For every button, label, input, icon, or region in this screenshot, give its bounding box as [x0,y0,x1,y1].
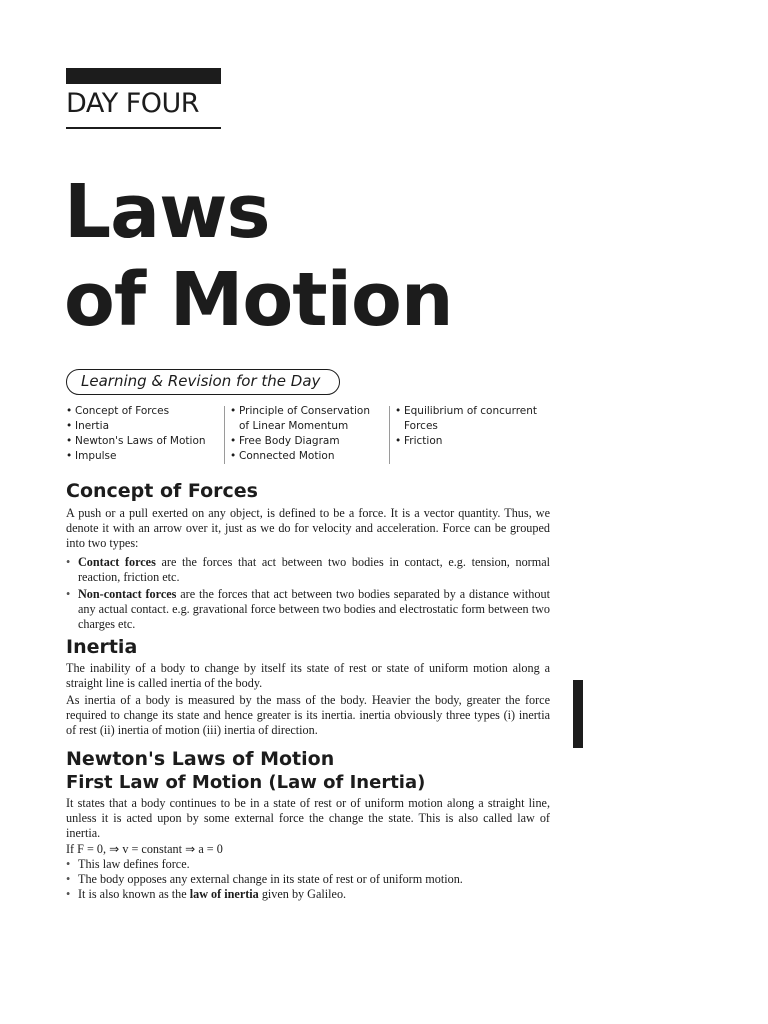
item-text: are the forces that act between two bodies in contact, e.g. tension, normal reaction, friction etc. [78,555,550,584]
paragraph: As inertia of a body is measured by the mass of the body. Heavier the body, greater the force required to change its state and hence greater is its inertia. inertia obviously three types (i) inertia of rest (ii) inertia of motion (iii) inertia of direction. [66,693,550,737]
topics-column-1 [66,404,216,464]
paragraph: The inability of a body to change by itself its state of rest or state of uniform motion along a straight line is called inertia of the body. [66,661,550,690]
bold-term: law of inertia [189,887,259,901]
paragraph: A push or a pull exerted on any object, is defined to be a force. It is a vector quantity. Thus, we denote it with an arrow over it, just as we do for velocity and acceleration. Force can be grouped into two types: [66,506,550,550]
topic-item: • Impulse [66,449,216,464]
topic-item: • Equilibrium of concurrent Forces [395,404,545,434]
list-item [66,555,550,585]
item-text: given by Galileo. [258,887,347,901]
inertia-section [66,636,550,738]
topic-item: • Concept of Forces [66,404,216,419]
list-item: • The body opposes any external change in its state of rest or of uniform motion. [66,872,550,887]
paragraph: It states that a body continues to be in a state of rest or of uniform motion along a straight line, unless it is acted upon by some external force the change the state. This is also called law of inertia. [66,796,550,840]
bullet-list [66,555,550,632]
section-heading: Concept of Forces [66,480,258,502]
topic-item: • Connected Motion [230,449,380,464]
header-bar [66,68,221,84]
section-heading: Newton's Laws of Motion [66,748,335,770]
list-item: • This law defines force. [66,857,550,872]
formula: If F = 0, ⇒ v = constant ⇒ a = 0 [66,842,223,856]
section-heading: Inertia [66,636,138,658]
topic-item: • Inertia [66,419,216,434]
day-underline [66,127,221,129]
bullet-list [66,857,550,902]
bold-term: Contact forces [78,555,156,569]
topics-column-2 [230,404,380,464]
bold-term: Non-contact forces [78,587,177,601]
topic-item: • Newton's Laws of Motion [66,434,216,449]
day-label: DAY FOUR [66,88,200,119]
list-item [66,887,550,902]
chapter-title [64,168,453,344]
topic-item: • Friction [395,434,545,449]
item-text: It is also known as the [78,887,190,901]
newtons-laws-section [66,748,550,902]
chapter-title-line1: Laws [64,169,270,255]
chapter-title-line2: of Motion [64,257,453,343]
list-item [66,587,550,632]
topic-item: • Free Body Diagram [230,434,380,449]
column-divider [389,406,390,464]
item-text: are the forces that act between two bodies separated by a distance without any actual contact. e.g. gravational force between two bodies and electrostatic form between two charges etc. [78,587,550,631]
learning-revision-label: Learning & Revision for the Day [66,369,340,395]
concept-of-forces-section [66,480,550,632]
topic-item: • Principle of Conservation of Linear Momentum [230,404,380,434]
subsection-heading: First Law of Motion (Law of Inertia) [66,772,426,793]
topics-column-3 [395,404,545,449]
column-divider [224,406,225,464]
chapter-side-tab [573,680,583,748]
